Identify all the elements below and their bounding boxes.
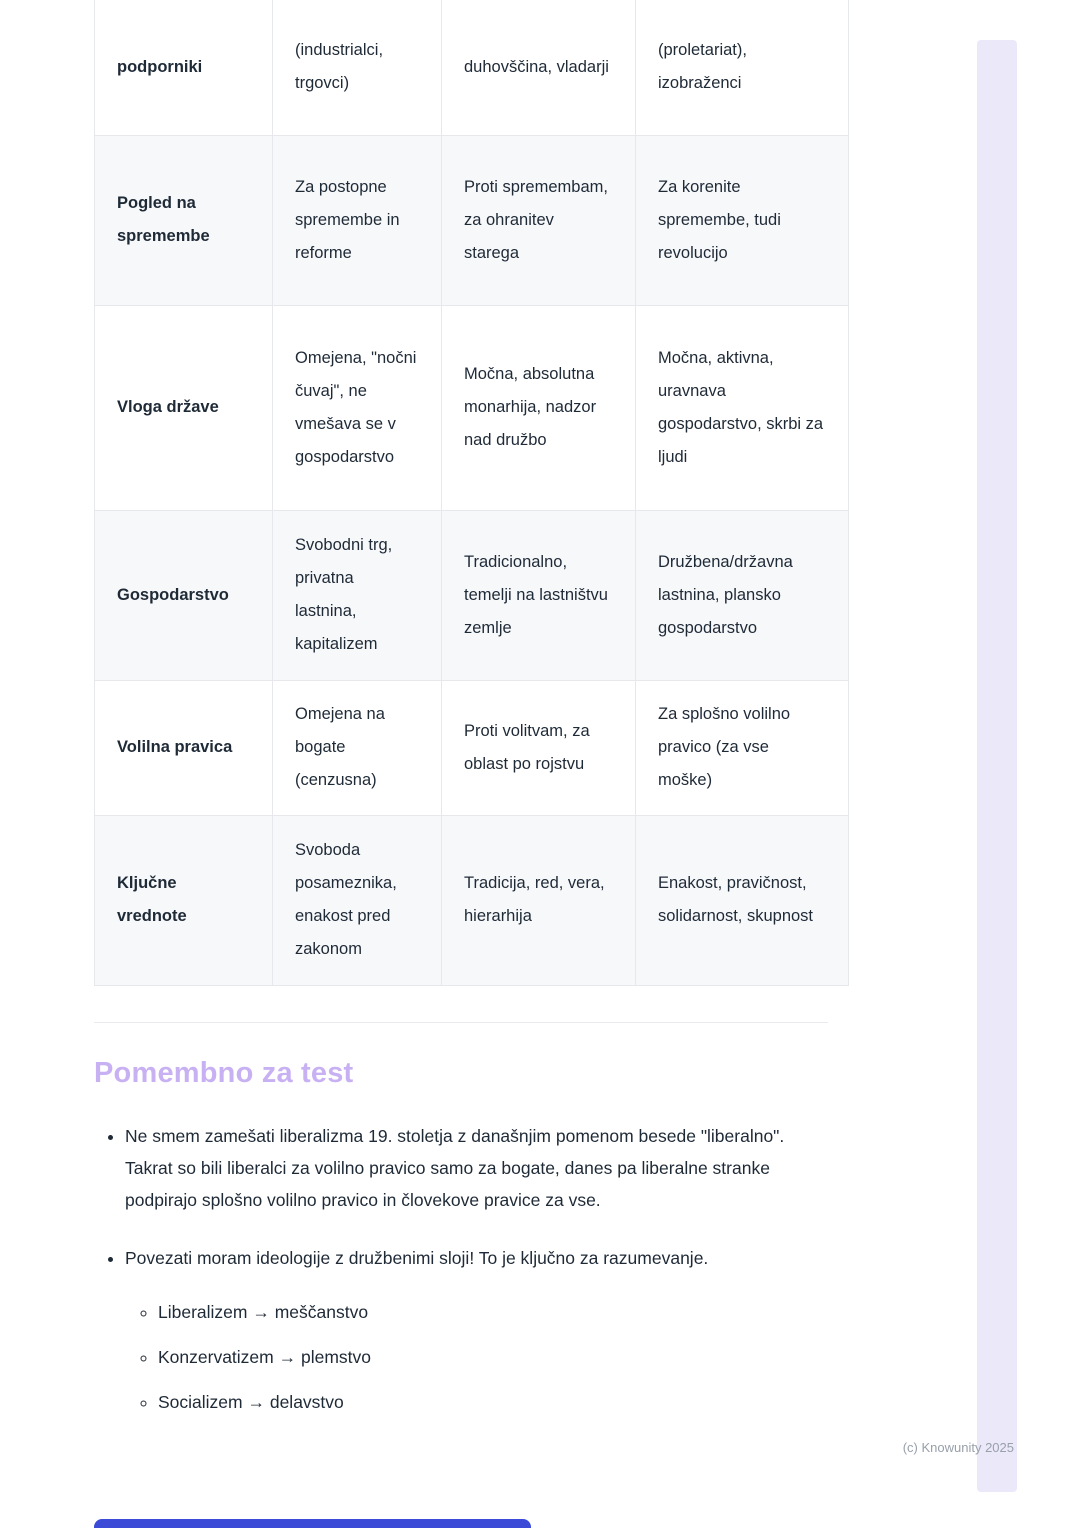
- table-cell: Omejena, "nočni čuvaj", ne vmešava se v gospodarstvo: [273, 305, 442, 510]
- table-cell: Za postopne spremembe in reforme: [273, 135, 442, 305]
- document-content: [94, 0, 848, 1444]
- table-row: [95, 0, 849, 135]
- sub-list-item: ◦ Liberalizem → meščanstvo: [158, 1296, 806, 1328]
- list-item: [125, 1242, 806, 1418]
- row-header-gospodarstvo: Gospodarstvo: [95, 510, 273, 680]
- table-cell: duhovščina, vladarji: [442, 0, 636, 135]
- table-cell: Enakost, pravičnost, solidarnost, skupnost: [636, 815, 849, 985]
- section-divider: [94, 1022, 828, 1023]
- table-cell: (proletariat), izobraženci: [636, 0, 849, 135]
- list-item: • Ne smem zamešati liberalizma 19. stoletja z današnjim pomenom besede "liberalno". Takrat so bili liberalci za volilno pravico samo za bogate, danes pa liberalne stranke podpirajo splošno volilno pravico in človekove pravice za vse.: [125, 1120, 806, 1216]
- row-header-pogled-na-spremembe: Pogled na spremembe: [95, 135, 273, 305]
- next-section-accent-bar: [94, 1519, 531, 1528]
- table-cell: Družbena/državna lastnina, plansko gospodarstvo: [636, 510, 849, 680]
- ideologies-comparison-table: [94, 0, 849, 986]
- table-row: [95, 680, 849, 815]
- table-cell: Omejena na bogate (cenzusna): [273, 680, 442, 815]
- table-row: [95, 815, 849, 985]
- scrollbar-track[interactable]: [977, 40, 1017, 1492]
- table-cell: Tradicija, red, vera, hierarhija: [442, 815, 636, 985]
- row-header-vloga-drzave: Vloga države: [95, 305, 273, 510]
- table-cell: Močna, aktivna, uravnava gospodarstvo, skrbi za ljudi: [636, 305, 849, 510]
- table-cell: Proti volitvam, za oblast po rojstvu: [442, 680, 636, 815]
- row-header-volilna-pravica: Volilna pravica: [95, 680, 273, 815]
- table-cell: Proti spremembam, za ohranitev starega: [442, 135, 636, 305]
- row-header-podporniki: podporniki: [95, 0, 273, 135]
- row-header-kljucne-vrednote: Ključne vrednote: [95, 815, 273, 985]
- table-row: [95, 305, 849, 510]
- section-title: Pomembno za test: [94, 1056, 354, 1089]
- copyright-notice: (c) Knowunity 2025: [902, 1440, 1014, 1455]
- table-cell: Tradicionalno, temelji na lastništvu zemlje: [442, 510, 636, 680]
- table-row: [95, 510, 849, 680]
- table-cell: Svoboda posameznika, enakost pred zakonom: [273, 815, 442, 985]
- sub-list-item: ◦ Konzervatizem → plemstvo: [158, 1341, 806, 1373]
- sub-list-item: ◦ Socializem → delavstvo: [158, 1386, 806, 1418]
- table-row: [95, 135, 849, 305]
- notes-bullet-list: [94, 1120, 806, 1418]
- table-cell: Svobodni trg, privatna lastnina, kapitalizem: [273, 510, 442, 680]
- list-item-text: Povezati moram ideologije z družbenimi sloji! To je ključno za razumevanje.: [125, 1247, 709, 1268]
- table-cell: Za splošno volilno pravico (za vse moške): [636, 680, 849, 815]
- table-cell: Močna, absolutna monarhija, nadzor nad družbo: [442, 305, 636, 510]
- table-cell: (industrialci, trgovci): [273, 0, 442, 135]
- table-cell: Za korenite spremembe, tudi revolucijo: [636, 135, 849, 305]
- ideology-class-sublist: [125, 1296, 806, 1418]
